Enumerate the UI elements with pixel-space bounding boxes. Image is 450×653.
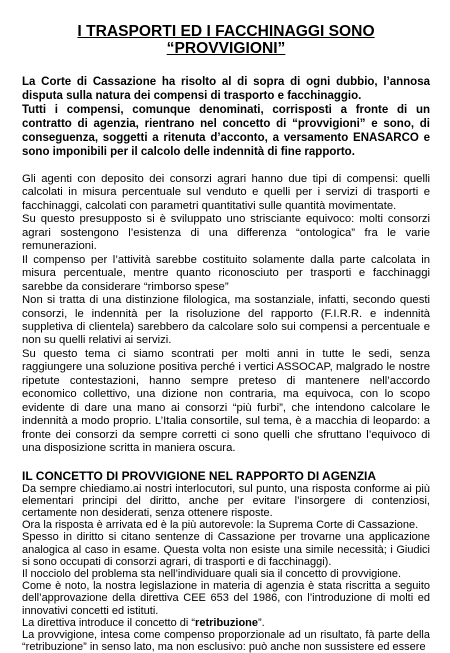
section-paragraph: La provvigione, intesa come compenso proporzionale ad un risultato, fà parte della “retribuzione” in senso lato, ma non esclusivo: può anche non sussistere ed essere	[22, 628, 430, 653]
retribuzione-suffix: ”.	[258, 616, 265, 629]
title-line-2: “PROVVIGIONI”	[166, 40, 286, 57]
section-paragraph: Il nocciolo del problema sta nell’individuare quali sia il concetto di provvigione.	[22, 567, 402, 580]
body-text	[22, 173, 430, 456]
body-paragraph: Su questo tema ci siamo scontrati per molti anni in tutte le sedi, senza raggiungere una soluzione positiva perché i vertici ASSOCAP, malgrado le nostre ripetute contestazioni, hanno sempre preteso di mantenere nell’accordo economico collettivo, una dizione non contraria, ma equivoca, con lo scopo evidente di dare una mano ai consorzi “più furbi”, che intendono calcolare le indennità a modo proprio. L’Italia consortile, sul tema, è a macchia di leopardo: a fronte dei consorzi da sempre corretti ci sono quelli che sfruttano l’equivoco di una disposizione scritta in maniera oscura.	[22, 347, 430, 455]
page-title	[22, 23, 430, 57]
body-paragraph: Su questo presupposto si è sviluppato uno strisciante equivoco: molti consorzi agrari sostengono l’esistenza di una differenza “ontologica” fra le varie remunerazioni.	[22, 213, 430, 253]
section-paragraph: Ora la risposta è arrivata ed è la più autorevole: la Suprema Corte di Cassazione.	[22, 519, 419, 532]
body-paragraph: Non si tratta di una distinzione filologica, ma sostanziale, infatti, secondo questi consorzi, le indennità per la risoluzione del rapporto (F.I.R.R. e indennità suppletiva di clientela) sarebbero da calcolare solo sui compensi a percentuale e non su quelli relativi ai servizi.	[22, 294, 430, 347]
intro-paragraph: Tutti i compensi, comunque denominati, corrisposti a fronte di un contratto di agenzia, rientrano nel concetto di “provvigioni” e sono, di conseguenza, soggetti a ritenuta d’acconto, a versamento ENASARCO e sono imponibili per il calcolo delle indennità di fine rapporto.	[22, 104, 430, 158]
section-paragraph: Come è noto, la nostra legislazione in materia di agenzia è stata riscritta a seguito dell’approvazione della direttiva CEE 653 del 1986, con l’introduzione di molti ed innovativi concetti ed istituti.	[22, 580, 430, 617]
intro-paragraph: La Corte di Cassazione ha risolto al di sopra di ogni dubbio, l’annosa disputa sulla natura dei compensi di trasporto e facchinaggio.	[22, 76, 430, 102]
title-line-1: I TRASPORTI ED I FACCHINAGGI SONO	[77, 23, 375, 40]
body-paragraph: Gli agenti con deposito dei consorzi agrari hanno due tipi di compensi: quelli calcolati in misura percentuale sul venduto e quelli per i servizi di trasporti e facchinaggi, calcolati con parametri quantitativi sulle quantità movimentate.	[22, 173, 430, 212]
retribuzione-paragraph	[22, 617, 430, 629]
section-paragraph: Da sempre chiediamo.ai nostri interlocutori, sul punto, una risposta conforme ai più elementari principi del diritto, anche per evitare l’insorgere di contenziosi, certamente non desiderati, senza ottenere risposte.	[22, 482, 430, 519]
body-paragraph: Il compenso per l’attività sarebbe costituito solamente dalla parte calcolata in misura percentuale, mentre quanto riconosciuto per trasporti e facchinaggi sarebbe da considerare “rimborso spese”	[22, 253, 430, 293]
section-text	[22, 483, 430, 653]
retribuzione-term: retribuzione	[195, 616, 258, 629]
intro-summary	[22, 75, 430, 159]
retribuzione-prefix: La direttiva introduce il concetto di “	[22, 616, 196, 629]
document-page	[22, 0, 430, 653]
section-heading: IL CONCETTO DI PROVVIGIONE NEL RAPPORTO DI AGENZIA	[22, 468, 377, 483]
section-paragraph: Spesso in diritto si citano sentenze di Cassazione per trovarne una applicazione analogica al caso in esame. Questa volta non esiste una simile necessità; i Giudici si sono occupati di consorzi agrari, di trasporti e di facchinaggi).	[22, 531, 430, 568]
